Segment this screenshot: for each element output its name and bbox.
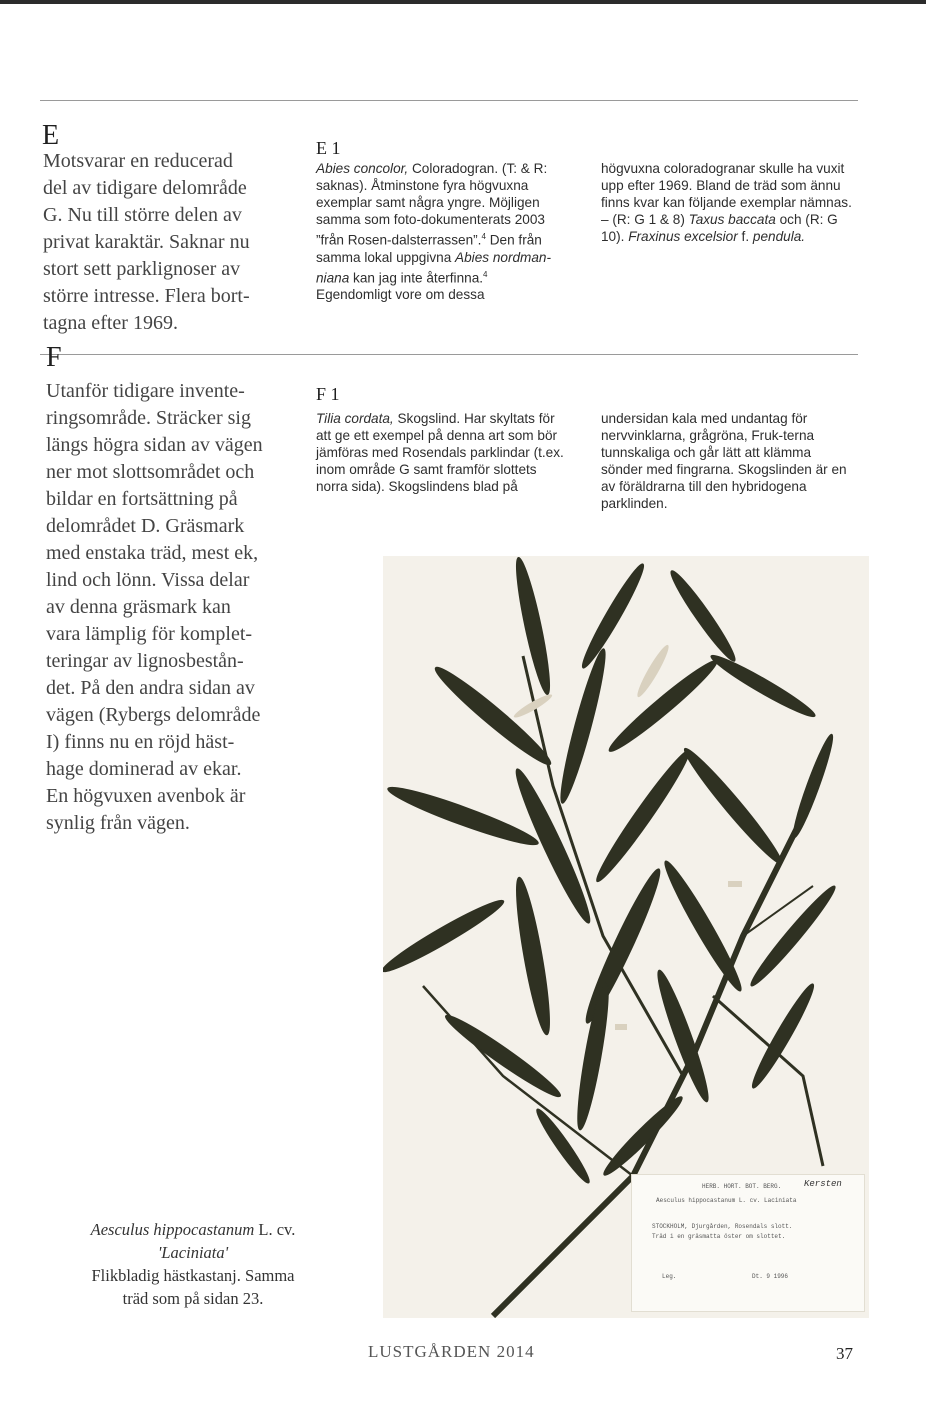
section-f1-column-1: Tilia cordata, Skogslind. Har skyltats för att ge ett exempel på denna art som bör jämföras med Rosendals parklindar (t.ex. inom område G samt framför slottets norra sida). Skogslindens blad på <box>316 411 564 494</box>
text-line: tagna efter 1969. <box>43 312 178 334</box>
section-e1-heading: E 1 <box>316 138 341 158</box>
label-stamp: Kersten <box>804 1179 842 1189</box>
herbarium-label <box>631 1174 865 1312</box>
species-name: Abies concolor, <box>316 161 409 176</box>
text-line: synlig från vägen. <box>46 812 190 834</box>
section-e1-column-1: Abies concolor, Coloradogran. (T: & R: saknas). Åtminstone fyra högvuxna exemplar samt några yngre. Möjligen samma som foto-dokumenterats 2003 ”från Rosen-dalsterrassen”.$^4$ Den från samma lokal uppgivna Abies nordman-niana kan jag inte återfinna.$^4$ Egendomligt vore om dessa <box>316 161 552 303</box>
section-f-rule <box>40 354 858 355</box>
species-name: Tilia cordata, <box>316 411 394 426</box>
text-line: G. Nu till större delen av <box>43 204 242 226</box>
text-line: delområdet D. Gräsmark <box>46 515 245 537</box>
page-number: 37 <box>836 1344 853 1363</box>
section-e-rule <box>40 100 858 101</box>
text-line: I) finns nu en röjd häst- <box>46 731 235 753</box>
text-line: vägen (Rybergs delområde <box>46 704 261 726</box>
species-name: Fraxinus excelsior <box>628 229 738 244</box>
text-line: med enstaka träd, mest ek, <box>46 542 259 564</box>
text-line: lind och lönn. Vissa delar <box>46 569 250 591</box>
section-e-description <box>43 148 305 337</box>
text-line: Motsvarar en reducerad <box>43 150 233 172</box>
text-line: det. På den andra sidan av <box>46 677 255 699</box>
caption-species: Aesculus hippocastanum <box>90 1220 255 1239</box>
species-name: Taxus baccata <box>688 212 776 227</box>
text-line: stort sett parklignoser av <box>43 258 241 280</box>
text-line: privat karaktär. Saknar nu <box>43 231 250 253</box>
section-e1-column-2: högvuxna coloradogranar skulle ha vuxit upp efter 1969. Bland de träd som ännu finns kvar kan följande exemplar nämnas. – (R: G 1 & 8) Taxus baccata och (R: G 10). Fraxinus excelsior f. pendula. <box>601 161 852 244</box>
footnote-ref: 4 <box>483 269 488 279</box>
label-line: Dt. 9 1996 <box>752 1273 789 1280</box>
journal-title: LUSTGÅRDEN 2014 <box>368 1342 535 1361</box>
text-line: Utanför tidigare invente- <box>46 380 245 402</box>
text-line: ringsområde. Sträcker sig <box>46 407 251 429</box>
text-line: hage dominerad av ekar. <box>46 758 242 780</box>
section-f1-column-2: undersidan kala med undantag för nervvinklarna, grågröna, Fruk-terna tunnskaliga och går lätt att klämma sönder med fingrarna. Skogslinden är en av föräldrarna till den hybridogena parklinden. <box>601 411 847 511</box>
text-line: bildar en fortsättning på <box>46 488 238 510</box>
species-name: Abies nordman-niana <box>316 249 552 286</box>
text-line: längs högra sidan av vägen <box>46 434 263 456</box>
label-line: Aesculus hippocastanum L. cv. Laciniata <box>656 1197 797 1204</box>
text-line: del av tidigare delområde <box>43 177 247 199</box>
footnote-ref: 4 <box>481 232 486 241</box>
section-f1-heading: F 1 <box>316 384 340 404</box>
species-name: pendula. <box>752 229 806 244</box>
label-line: STOCKHOLM, Djurgården, Rosendals slott. <box>652 1223 793 1230</box>
label-line: Leg. <box>662 1273 677 1280</box>
caption-cultivar: 'Laciniata' <box>157 1243 229 1262</box>
text-line: ner mot slottsområdet och <box>46 461 255 483</box>
section-f-description <box>46 378 308 837</box>
top-edge-bar <box>0 0 926 4</box>
text-line: teringar av lignosbestån- <box>46 650 244 672</box>
label-line: HERB. HORT. BOT. BERG. <box>702 1183 782 1190</box>
figure-caption: Aesculus hippocastanum L. cv. 'Laciniata' Flikbladig hästkastanj. Samma träd som på sidan 23. <box>90 1220 296 1308</box>
text-line: av denna gräsmark kan <box>46 596 231 618</box>
herbarium-specimen-photo <box>383 556 869 1318</box>
text-line: vara lämplig för komplet- <box>46 623 253 645</box>
text-line: En högvuxen avenbok är <box>46 785 246 807</box>
section-e-letter: E <box>42 120 60 151</box>
section-f-letter: F <box>46 342 62 373</box>
text-line: större intresse. Flera bort- <box>43 285 250 307</box>
label-line: Träd i en gräsmatta öster om slottet. <box>652 1233 786 1240</box>
